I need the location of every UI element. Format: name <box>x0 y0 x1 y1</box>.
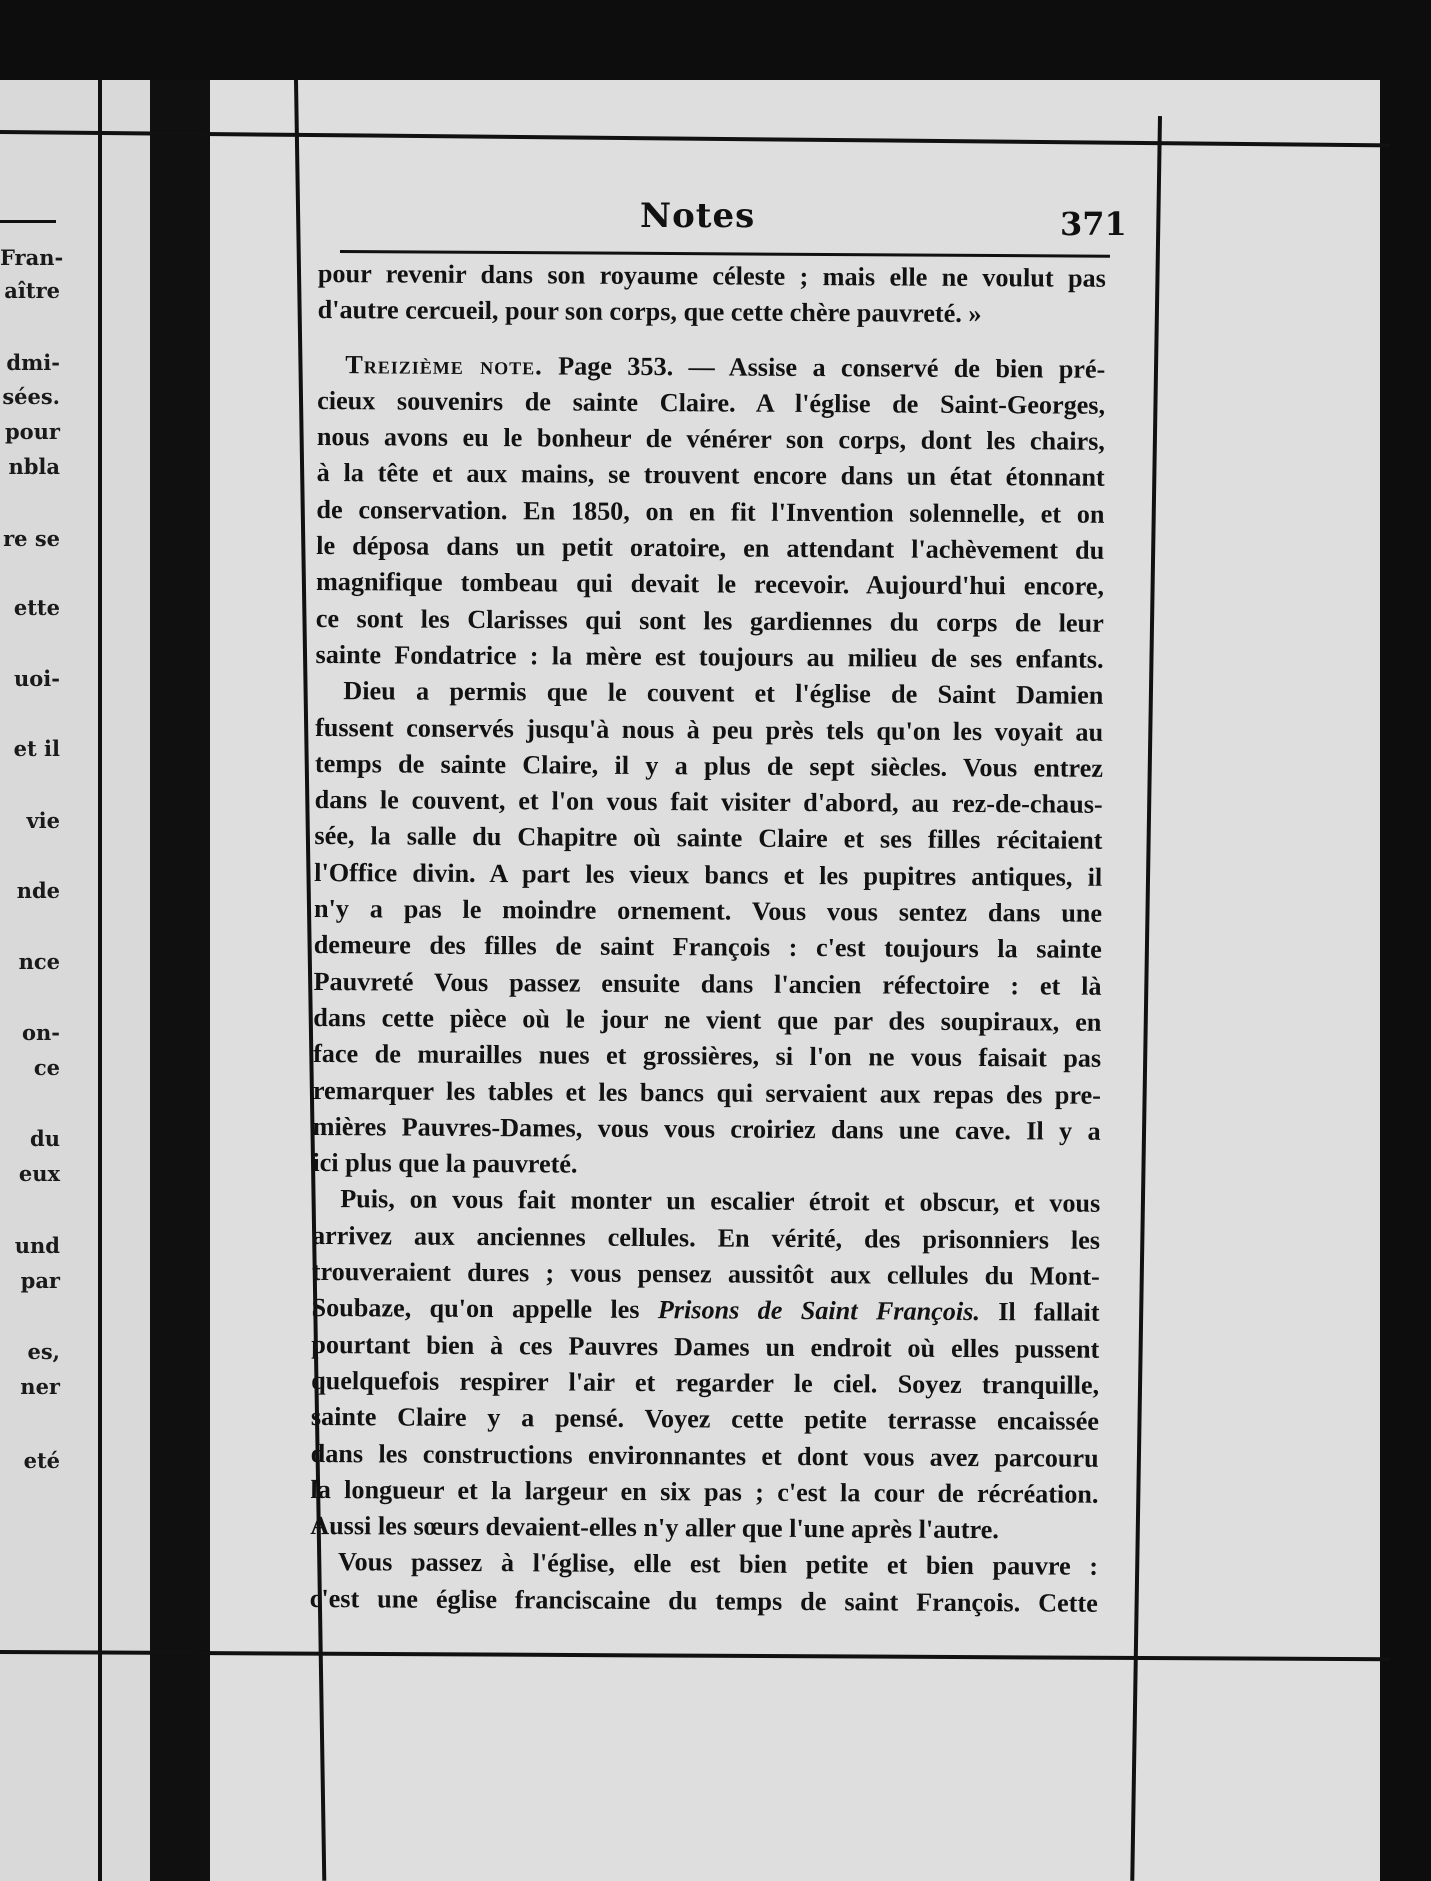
note-reference: Page 353. — <box>558 351 715 382</box>
text-line: sée, la salle du Chapitre où sainte Claire et ses filles récitaient <box>314 821 1103 856</box>
margin-fragment: eux <box>18 1161 60 1186</box>
text-line: Aussi les sœurs devaient-elles n'y aller que l'une après l'autre. <box>310 1511 999 1545</box>
text-line: n'y a pas le moindre ornement. Vous vous sentez dans une <box>313 894 1103 928</box>
text-line: fussent conservés jusqu'à nous à peu près tels qu'on les voyait au <box>315 712 1104 747</box>
margin-fragment: uoi- <box>14 666 60 691</box>
text-line: ce sont les Clarisses qui sont les gardiennes du corps de leur <box>315 603 1104 638</box>
text-line: Dieu a permis que le couvent et l'église de Saint Damien <box>343 676 1104 711</box>
text-line: trouveraient dures ; vous pensez aussitôt aux cellules du Mont- <box>311 1256 1100 1291</box>
margin-fragment: pour <box>4 419 60 444</box>
text-line: Vous passez à l'église, elle est bien petite et bien pauvre : <box>337 1547 1099 1582</box>
left-page-margin-line <box>98 80 102 1881</box>
margin-fragment: re se <box>3 526 60 551</box>
text-fragment: Soubaze, qu'on appelle les <box>311 1293 640 1325</box>
margin-fragment: ette <box>13 595 60 620</box>
text-line: Puis, on vous fait monter un escalier étroit et obscur, et vous <box>340 1184 1101 1219</box>
text-line: à la tête et aux mains, se trouvent encore dans un état étonnant <box>316 458 1105 493</box>
text-line: face de murailles nues et grossières, si l'on ne vous faisait pas <box>313 1039 1102 1074</box>
text-line: temps de sainte Claire, il y a plus de sept siècles. Vous entrez <box>314 748 1103 783</box>
text-line: la longueur et la largeur en six pas ; c'est la cour de récréation. <box>310 1474 1099 1509</box>
running-header-title: Notes <box>640 196 756 236</box>
margin-fragment: dmi- <box>6 350 60 375</box>
note-first-line <box>317 347 1105 388</box>
text-fragment: Assise a conservé de bien pré- <box>728 352 1106 384</box>
text-line: magnifique tombeau qui devait le recevoir. Aujourd'hui encore, <box>315 567 1105 602</box>
text-line: remarquer les tables et les bancs qui servaient aux repas des pre- <box>312 1075 1101 1110</box>
margin-fragment: du <box>30 1126 60 1151</box>
margin-fragment: eté <box>23 1448 60 1473</box>
margin-fragment: nbla <box>8 454 60 479</box>
text-line: dans les constructions environnantes et dont vous avez parcouru <box>310 1438 1099 1473</box>
text-line: d'autre cercueil, pour son corps, que cette chère pauvreté. » <box>317 295 982 329</box>
margin-fragment: ce <box>33 1055 60 1080</box>
text-line: cieux souvenirs de sainte Claire. A l'église de Saint-Georges, <box>317 385 1106 420</box>
text-line: de conservation. En 1850, on en fit l'Invention solennelle, et on <box>316 494 1105 529</box>
text-line: nous avons eu le bonheur de vénérer son corps, dont les chairs, <box>316 422 1105 456</box>
page-body-text <box>310 256 1106 1622</box>
text-line-with-italic <box>311 1290 1099 1331</box>
text-line: le déposa dans un petit oratoire, en attendant l'achèvement du <box>316 531 1105 565</box>
text-line: arrivez aux anciennes cellules. En vérité, des prisonniers les <box>311 1220 1101 1255</box>
book-binding <box>150 80 210 1881</box>
margin-fragment: aître <box>4 278 60 303</box>
margin-fragment: nce <box>18 949 60 974</box>
margin-fragment: vie <box>26 808 60 833</box>
text-line: sainte Fondatrice : la mère est toujours au milieu de ses enfants. <box>315 639 1104 674</box>
margin-fragment: es, <box>27 1339 60 1364</box>
margin-fragment: par <box>20 1268 60 1293</box>
margin-fragment: sées. <box>2 384 60 409</box>
italic-title: Prisons de Saint François. <box>657 1295 981 1327</box>
margin-fragment: und <box>14 1233 60 1258</box>
text-line: pour revenir dans son royaume céleste ; mais elle ne voulut pas <box>317 258 1106 293</box>
margin-fragment: on- <box>22 1020 60 1045</box>
margin-fragment: Fran- <box>0 245 64 270</box>
note-heading: Treizième note. <box>345 349 543 380</box>
text-line: sainte Claire y a pensé. Voyez cette petite terrasse encaissée <box>310 1402 1099 1436</box>
text-line: dans cette pièce où le jour ne vient que par des soupiraux, en <box>313 1002 1102 1037</box>
text-line: demeure des filles de saint François : c'est toujours la sainte <box>313 930 1102 965</box>
text-line: Pauvreté Vous passez ensuite dans l'ancien réfectoire : et là <box>313 966 1102 1001</box>
text-line: pourtant bien à ces Pauvres Dames un endroit où elles pussent <box>311 1329 1100 1364</box>
margin-fragment: nde <box>16 878 60 903</box>
text-line: c'est une église franciscaine du temps de saint François. Cette <box>309 1583 1098 1618</box>
text-line: quelquefois respirer l'air et regarder le ciel. Soyez tranquille, <box>311 1365 1100 1400</box>
text-line: ici plus que la pauvreté. <box>312 1148 578 1179</box>
text-line: dans le couvent, et l'on vous fait visiter d'abord, au rez-de-chaus- <box>314 785 1103 819</box>
text-line: mières Pauvres-Dames, vous vous croiriez dans une cave. Il y a <box>312 1111 1101 1146</box>
text-line: l'Office divin. A part les vieux bancs et les pupitres antiques, il <box>314 857 1103 892</box>
page-number: 371 <box>1060 205 1127 243</box>
left-page-rule <box>0 220 56 223</box>
margin-fragment: et il <box>13 736 60 761</box>
margin-fragment: ner <box>20 1374 60 1399</box>
text-fragment: Il fallait <box>998 1297 1100 1328</box>
